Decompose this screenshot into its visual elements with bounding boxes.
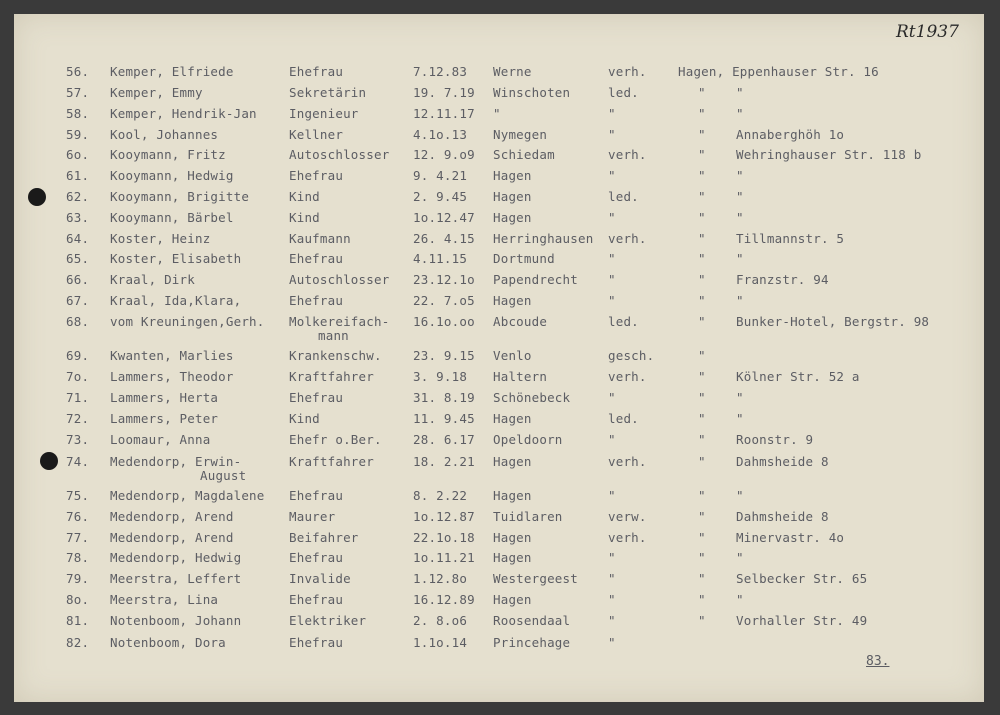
- marital-status: ": [608, 571, 616, 586]
- entry-number: 58.: [66, 106, 90, 121]
- person-name: Koster, Heinz: [110, 231, 211, 246]
- residence-street: ": [736, 390, 744, 405]
- birth-date: 7.12.83: [413, 64, 468, 79]
- birth-place: Princehage: [493, 635, 571, 650]
- residence-city: ": [698, 390, 706, 405]
- marital-status: led.: [608, 314, 639, 329]
- person-name: Kooymann, Brigitte: [110, 189, 250, 204]
- residence-street: ": [736, 85, 744, 100]
- birth-date: 2. 9.45: [413, 189, 468, 204]
- residence-city: ": [698, 613, 706, 628]
- register-row: [0, 349, 1000, 371]
- marital-status: verh.: [608, 530, 647, 545]
- residence-city: ": [698, 210, 706, 225]
- residence-city: ": [698, 168, 706, 183]
- residence-street: Dahmsheide 8: [736, 454, 829, 469]
- occupation: Ehefrau: [289, 251, 344, 266]
- residence-street: Wehringhauser Str. 118 b: [736, 147, 922, 162]
- archive-reference-note: Rt1937: [896, 22, 959, 42]
- entry-number: 59.: [66, 127, 90, 142]
- residence-street: ": [736, 251, 744, 266]
- occupation: Ingenieur: [289, 106, 359, 121]
- person-name: Kemper, Elfriede: [110, 64, 234, 79]
- occupation: Invalide: [289, 571, 351, 586]
- entry-number: 63.: [66, 210, 90, 225]
- birth-date: 23. 9.15: [413, 348, 475, 363]
- occupation: Ehefrau: [289, 635, 344, 650]
- residence-city: ": [698, 488, 706, 503]
- entry-number: 56.: [66, 64, 90, 79]
- entry-number: 64.: [66, 231, 90, 246]
- birth-date: 9. 4.21: [413, 168, 468, 183]
- residence-street: ": [736, 210, 744, 225]
- occupation: Kraftfahrer: [289, 454, 374, 469]
- occupation: Kraftfahrer: [289, 369, 374, 384]
- occupation: Ehefrau: [289, 168, 344, 183]
- person-name: Kool, Johannes: [110, 127, 219, 142]
- entry-number: 81.: [66, 613, 90, 628]
- person-name: Lammers, Theodor: [110, 369, 234, 384]
- entry-number: 74.: [66, 454, 90, 469]
- register-row: [0, 148, 1000, 170]
- birth-date: 4.11.15: [413, 251, 468, 266]
- entry-number: 78.: [66, 550, 90, 565]
- residence-street: Vorhaller Str. 49: [736, 613, 868, 628]
- entry-number: 61.: [66, 168, 90, 183]
- person-name: Notenboom, Johann: [110, 613, 242, 628]
- marital-status: led.: [608, 411, 639, 426]
- birth-date: 8. 2.22: [413, 488, 468, 503]
- register-row: [0, 593, 1000, 615]
- residence-street: Roonstr. 9: [736, 432, 814, 447]
- birth-place: Hagen: [493, 411, 532, 426]
- birth-place: Roosendaal: [493, 613, 571, 628]
- register-row: [0, 433, 1000, 455]
- birth-place: Hagen: [493, 592, 532, 607]
- marital-status: verh.: [608, 147, 647, 162]
- birth-place: Hagen: [493, 210, 532, 225]
- entry-number: 65.: [66, 251, 90, 266]
- register-row: [0, 510, 1000, 532]
- birth-date: 23.12.1o: [413, 272, 475, 287]
- residence-city: ": [698, 509, 706, 524]
- residence-street: ": [736, 550, 744, 565]
- register-row: [0, 614, 1000, 636]
- register-row: [0, 454, 1000, 483]
- entry-number: 7o.: [66, 369, 90, 384]
- birth-date: 12. 9.o9: [413, 147, 475, 162]
- person-name: Kraal, Dirk: [110, 272, 195, 287]
- register-row: [0, 314, 1000, 343]
- residence-city: ": [698, 127, 706, 142]
- birth-date: 22. 7.o5: [413, 293, 475, 308]
- entry-number: 66.: [66, 272, 90, 287]
- birth-place: Haltern: [493, 369, 548, 384]
- occupation: Ehefrau: [289, 293, 344, 308]
- birth-date: 1o.12.87: [413, 509, 475, 524]
- residence-city: ": [698, 272, 706, 287]
- birth-date: 19. 7.19: [413, 85, 475, 100]
- birth-place: Hagen: [493, 168, 532, 183]
- birth-place: Hagen: [493, 530, 532, 545]
- person-name: Medendorp, Arend: [110, 530, 234, 545]
- person-name: Kwanten, Marlies: [110, 348, 234, 363]
- marital-status: gesch.: [608, 348, 655, 363]
- birth-place: Werne: [493, 64, 532, 79]
- entry-number: 72.: [66, 411, 90, 426]
- register-row: [0, 636, 1000, 658]
- residence-street: Dahmsheide 8: [736, 509, 829, 524]
- marital-status: ": [608, 272, 616, 287]
- person-name: Medendorp, Erwin-: [110, 454, 242, 469]
- register-row: [0, 169, 1000, 191]
- birth-date: 16.12.89: [413, 592, 475, 607]
- occupation-continued: mann: [318, 328, 349, 343]
- birth-date: 22.1o.18: [413, 530, 475, 545]
- residence-city: ": [698, 571, 706, 586]
- residence-city: ": [698, 314, 706, 329]
- entry-number: 73.: [66, 432, 90, 447]
- entry-number: 68.: [66, 314, 90, 329]
- birth-date: 1o.11.21: [413, 550, 475, 565]
- marital-status: ": [608, 635, 616, 650]
- register-row: [0, 412, 1000, 434]
- birth-place: Venlo: [493, 348, 532, 363]
- marital-status: verh.: [608, 64, 647, 79]
- birth-date: 1.1o.14: [413, 635, 468, 650]
- person-name: Medendorp, Magdalene: [110, 488, 265, 503]
- page-number: 83.: [866, 654, 890, 669]
- entry-number: 71.: [66, 390, 90, 405]
- occupation: Kind: [289, 411, 320, 426]
- occupation: Ehefrau: [289, 390, 344, 405]
- residence-city: ": [698, 85, 706, 100]
- occupation: Maurer: [289, 509, 336, 524]
- person-name: Kooymann, Hedwig: [110, 168, 234, 183]
- birth-place: Winschoten: [493, 85, 571, 100]
- marital-status: led.: [608, 189, 639, 204]
- residence-city: ": [698, 293, 706, 308]
- marital-status: verh.: [608, 231, 647, 246]
- register-row: [0, 211, 1000, 233]
- register-row: [0, 65, 1000, 87]
- marital-status: ": [608, 390, 616, 405]
- birth-date: 16.1o.oo: [413, 314, 475, 329]
- register-row: [0, 273, 1000, 295]
- marital-status: ": [608, 432, 616, 447]
- marital-status: verw.: [608, 509, 647, 524]
- residence-street: Tillmannstr. 5: [736, 231, 845, 246]
- person-name: Medendorp, Hedwig: [110, 550, 242, 565]
- person-name: Loomaur, Anna: [110, 432, 211, 447]
- entry-number: 76.: [66, 509, 90, 524]
- occupation: Ehefrau: [289, 550, 344, 565]
- birth-date: 11. 9.45: [413, 411, 475, 426]
- register-row: [0, 190, 1000, 212]
- residence-street: Bunker-Hotel, Bergstr. 98: [736, 314, 930, 329]
- marital-status: ": [608, 293, 616, 308]
- residence-city: Hagen, Eppenhauser Str. 16: [678, 64, 879, 79]
- entry-number: 69.: [66, 348, 90, 363]
- occupation: Ehefrau: [289, 488, 344, 503]
- register-row: [0, 252, 1000, 274]
- occupation: Krankenschw.: [289, 348, 382, 363]
- person-name: Kooymann, Fritz: [110, 147, 226, 162]
- register-row: [0, 391, 1000, 413]
- residence-street: Minervastr. 4o: [736, 530, 845, 545]
- residence-street: ": [736, 168, 744, 183]
- person-name: Kemper, Emmy: [110, 85, 203, 100]
- marital-status: ": [608, 127, 616, 142]
- residence-city: ": [698, 454, 706, 469]
- birth-date: 3. 9.18: [413, 369, 468, 384]
- person-name: Medendorp, Arend: [110, 509, 234, 524]
- person-name: Meerstra, Lina: [110, 592, 219, 607]
- person-name-continued: August: [200, 468, 247, 483]
- birth-place: Hagen: [493, 488, 532, 503]
- birth-date: 4.1o.13: [413, 127, 468, 142]
- occupation: Ehefr o.Ber.: [289, 432, 382, 447]
- residence-city: ": [698, 106, 706, 121]
- occupation: Elektriker: [289, 613, 367, 628]
- birth-date: 18. 2.21: [413, 454, 475, 469]
- marital-status: ": [608, 168, 616, 183]
- residence-city: ": [698, 411, 706, 426]
- birth-date: 26. 4.15: [413, 231, 475, 246]
- register-row: [0, 294, 1000, 316]
- person-name: Lammers, Peter: [110, 411, 219, 426]
- register-row: [0, 86, 1000, 108]
- marital-status: ": [608, 613, 616, 628]
- entry-number: 82.: [66, 635, 90, 650]
- residence-city: ": [698, 147, 706, 162]
- residence-street: Selbecker Str. 65: [736, 571, 868, 586]
- birth-place: Schönebeck: [493, 390, 571, 405]
- person-name: Meerstra, Leffert: [110, 571, 242, 586]
- person-name: Koster, Elisabeth: [110, 251, 242, 266]
- birth-place: Hagen: [493, 293, 532, 308]
- occupation: Autoschlosser: [289, 147, 390, 162]
- occupation: Kellner: [289, 127, 344, 142]
- residence-city: ": [698, 348, 706, 363]
- marital-status: ": [608, 106, 616, 121]
- person-name: Notenboom, Dora: [110, 635, 226, 650]
- entry-number: 62.: [66, 189, 90, 204]
- birth-place: Abcoude: [493, 314, 548, 329]
- birth-place: Hagen: [493, 189, 532, 204]
- entry-number: 57.: [66, 85, 90, 100]
- birth-place: Opeldoorn: [493, 432, 563, 447]
- birth-date: 31. 8.19: [413, 390, 475, 405]
- entry-number: 67.: [66, 293, 90, 308]
- residence-city: ": [698, 231, 706, 246]
- entry-number: 6o.: [66, 147, 90, 162]
- birth-date: 12.11.17: [413, 106, 475, 121]
- residence-city: ": [698, 251, 706, 266]
- marital-status: ": [608, 210, 616, 225]
- occupation: Kind: [289, 210, 320, 225]
- residence-street: ": [736, 106, 744, 121]
- birth-place: Herringhausen: [493, 231, 594, 246]
- occupation: Kind: [289, 189, 320, 204]
- register-row: [0, 489, 1000, 511]
- birth-place: Nymegen: [493, 127, 548, 142]
- register-row: [0, 107, 1000, 129]
- entry-number: 77.: [66, 530, 90, 545]
- person-name: Kooymann, Bärbel: [110, 210, 234, 225]
- marital-status: ": [608, 592, 616, 607]
- occupation: Ehefrau: [289, 64, 344, 79]
- residence-street: ": [736, 488, 744, 503]
- birth-place: Hagen: [493, 550, 532, 565]
- marital-status: verh.: [608, 454, 647, 469]
- residence-city: ": [698, 432, 706, 447]
- residence-city: ": [698, 369, 706, 384]
- residence-street: ": [736, 411, 744, 426]
- marital-status: led.: [608, 85, 639, 100]
- birth-place: ": [493, 106, 501, 121]
- residence-city: ": [698, 530, 706, 545]
- residence-street: Kölner Str. 52 a: [736, 369, 860, 384]
- occupation: Molkereifach-: [289, 314, 390, 329]
- occupation: Sekretärin: [289, 85, 367, 100]
- entry-number: 8o.: [66, 592, 90, 607]
- occupation: Autoschlosser: [289, 272, 390, 287]
- residence-street: ": [736, 293, 744, 308]
- birth-date: 1o.12.47: [413, 210, 475, 225]
- marital-status: ": [608, 488, 616, 503]
- birth-date: 2. 8.o6: [413, 613, 468, 628]
- residence-city: ": [698, 592, 706, 607]
- marital-status: verh.: [608, 369, 647, 384]
- birth-place: Tuidlaren: [493, 509, 563, 524]
- residence-city: ": [698, 550, 706, 565]
- birth-date: 1.12.8o: [413, 571, 468, 586]
- register-row: [0, 370, 1000, 392]
- entry-number: 79.: [66, 571, 90, 586]
- occupation: Beifahrer: [289, 530, 359, 545]
- person-name: Lammers, Herta: [110, 390, 219, 405]
- person-name: vom Kreuningen,Gerh.: [110, 314, 265, 329]
- marital-status: ": [608, 550, 616, 565]
- register-row: [0, 551, 1000, 573]
- residence-street: Franzstr. 94: [736, 272, 829, 287]
- residence-street: ": [736, 592, 744, 607]
- residence-street: ": [736, 189, 744, 204]
- birth-date: 28. 6.17: [413, 432, 475, 447]
- birth-place: Hagen: [493, 454, 532, 469]
- birth-place: Dortmund: [493, 251, 555, 266]
- occupation: Kaufmann: [289, 231, 351, 246]
- register-row: [0, 572, 1000, 594]
- person-name: Kraal, Ida,Klara,: [110, 293, 242, 308]
- residence-city: ": [698, 189, 706, 204]
- birth-place: Papendrecht: [493, 272, 578, 287]
- birth-place: Schiedam: [493, 147, 555, 162]
- occupation: Ehefrau: [289, 592, 344, 607]
- birth-place: Westergeest: [493, 571, 578, 586]
- person-name: Kemper, Hendrik-Jan: [110, 106, 257, 121]
- marital-status: ": [608, 251, 616, 266]
- entry-number: 75.: [66, 488, 90, 503]
- residence-street: Annaberghöh 1o: [736, 127, 845, 142]
